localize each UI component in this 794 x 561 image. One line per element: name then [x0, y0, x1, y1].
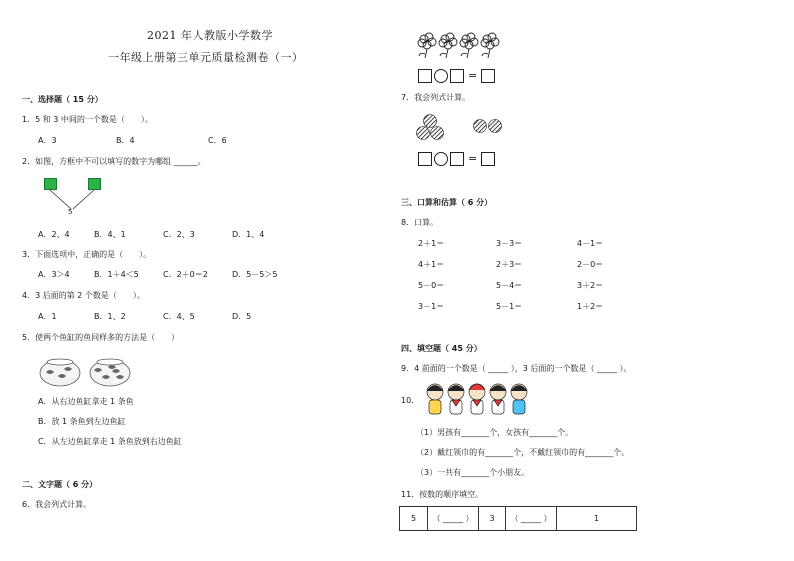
sequence-blank[interactable]: （ _____ ）	[428, 507, 479, 531]
question-2-option-a: A．2、4	[38, 230, 70, 239]
result-box[interactable]	[481, 152, 495, 166]
question-9-stem: 9．4 前面的一个数是（ _____ ），3 后面的一个数是（ _____ ）。	[401, 364, 632, 373]
split-lines-icon	[40, 188, 106, 214]
mental-math-item: 3－3＝	[496, 239, 523, 248]
sequence-cell: 1	[557, 507, 637, 531]
mental-math-item: 4－1＝	[577, 239, 604, 248]
page-title-line2: 一年级上册第三单元质量检测卷（一）	[108, 51, 304, 64]
sequence-table	[399, 506, 637, 531]
flower-icon	[414, 30, 504, 60]
question-3-option-a: A．3＞4	[38, 270, 70, 279]
split-number: 5	[68, 208, 73, 216]
page-title-line1: 2021 年人教版小学数学	[147, 29, 273, 42]
question-11-stem: 11．按数的顺序填空。	[401, 490, 484, 499]
question-7-stem: 7．我会列式计算。	[401, 93, 471, 102]
question-1-option-b: B．4	[116, 136, 135, 145]
result-box[interactable]	[481, 69, 495, 83]
section-heading-word: 二、文字题（ 6 分）	[22, 480, 98, 489]
question-5-option-b: B．放 1 条鱼到左边鱼缸	[38, 417, 126, 426]
question-6-stem: 6．我会列式计算。	[22, 500, 92, 509]
answer-box[interactable]	[418, 69, 432, 83]
equals-sign: =	[468, 152, 478, 165]
question-5-option-a: A．从右边鱼缸拿走 1 条鱼	[38, 397, 134, 406]
question-4-stem: 4．3 后面的第 2 个数是（ ）。	[22, 291, 145, 300]
fish-bowl-icon	[38, 356, 82, 388]
question-2-option-d: D．1、4	[232, 230, 265, 239]
mental-math-item: 2＋1＝	[418, 239, 445, 248]
question-4-option-d: D．5	[232, 312, 252, 321]
question-1-option-c: C．6	[208, 136, 227, 145]
answer-box[interactable]	[450, 69, 464, 83]
question-1-option-a: A．3	[38, 136, 57, 145]
mental-math-item: 4＋1＝	[418, 260, 445, 269]
section-heading-mental: 三、口算和估算（ 6 分）	[401, 198, 493, 207]
sequence-cell: 5	[400, 507, 428, 531]
answer-box[interactable]	[418, 152, 432, 166]
question-10-label: 10．	[401, 396, 420, 405]
mental-math-item: 5－4＝	[496, 281, 523, 290]
equals-sign: =	[468, 69, 478, 82]
mental-math-item: 2－0＝	[577, 260, 604, 269]
question-2-option-b: B．4、1	[94, 230, 126, 239]
striped-circle-icon	[416, 114, 512, 146]
question-8-stem: 8．口算。	[401, 218, 439, 227]
mental-math-item: 3＋2＝	[577, 281, 604, 290]
mental-math-item: 3－1＝	[418, 302, 445, 311]
question-5-stem: 5．使两个鱼缸的鱼同样多的方法是（ ）	[22, 333, 180, 342]
question-5-option-c: C．从左边鱼缸拿走 1 条鱼放到右边鱼缸	[38, 437, 182, 446]
mental-math-item: 5－0＝	[418, 281, 445, 290]
question-10-sub-2: （2）戴红领巾的有_______个，不戴红领巾的有_______个。	[416, 448, 630, 457]
mental-math-item: 2＋3＝	[496, 260, 523, 269]
answer-box[interactable]	[450, 152, 464, 166]
question-3-stem: 3．下面选项中，正确的是（ ）。	[22, 250, 152, 259]
question-3-option-b: B．1＋4＜5	[94, 270, 139, 279]
question-3-option-d: D．5－5＞5	[232, 270, 278, 279]
question-10-sub-3: （3）一共有_______个小朋友。	[416, 468, 530, 477]
sequence-cell: 3	[479, 507, 506, 531]
child-icon	[426, 381, 532, 417]
operator-circle[interactable]	[434, 152, 448, 166]
question-10-sub-1: （1）男孩有_______个，女孩有_______个。	[416, 428, 574, 437]
mental-math-item: 1＋2＝	[577, 302, 604, 311]
section-heading-choice: 一、选择题（ 15 分）	[22, 95, 103, 104]
question-4-option-c: C．4、5	[163, 312, 195, 321]
question-2-option-c: C．2、3	[163, 230, 195, 239]
section-heading-fill: 四、填空题（ 45 分）	[401, 344, 482, 353]
question-4-option-a: A．1	[38, 312, 57, 321]
question-4-option-b: B．1、2	[94, 312, 126, 321]
sequence-blank[interactable]: （ _____ ）	[506, 507, 557, 531]
fish-bowl-icon	[88, 356, 132, 388]
question-3-option-c: C．2＋0＝2	[163, 270, 208, 279]
operator-circle[interactable]	[434, 69, 448, 83]
question-1-stem: 1．5 和 3 中间的一个数是（ ）。	[22, 115, 153, 124]
mental-math-item: 5－1＝	[496, 302, 523, 311]
question-2-stem: 2．如图，方框中不可以填写的数字为哪组 ______。	[22, 157, 206, 166]
